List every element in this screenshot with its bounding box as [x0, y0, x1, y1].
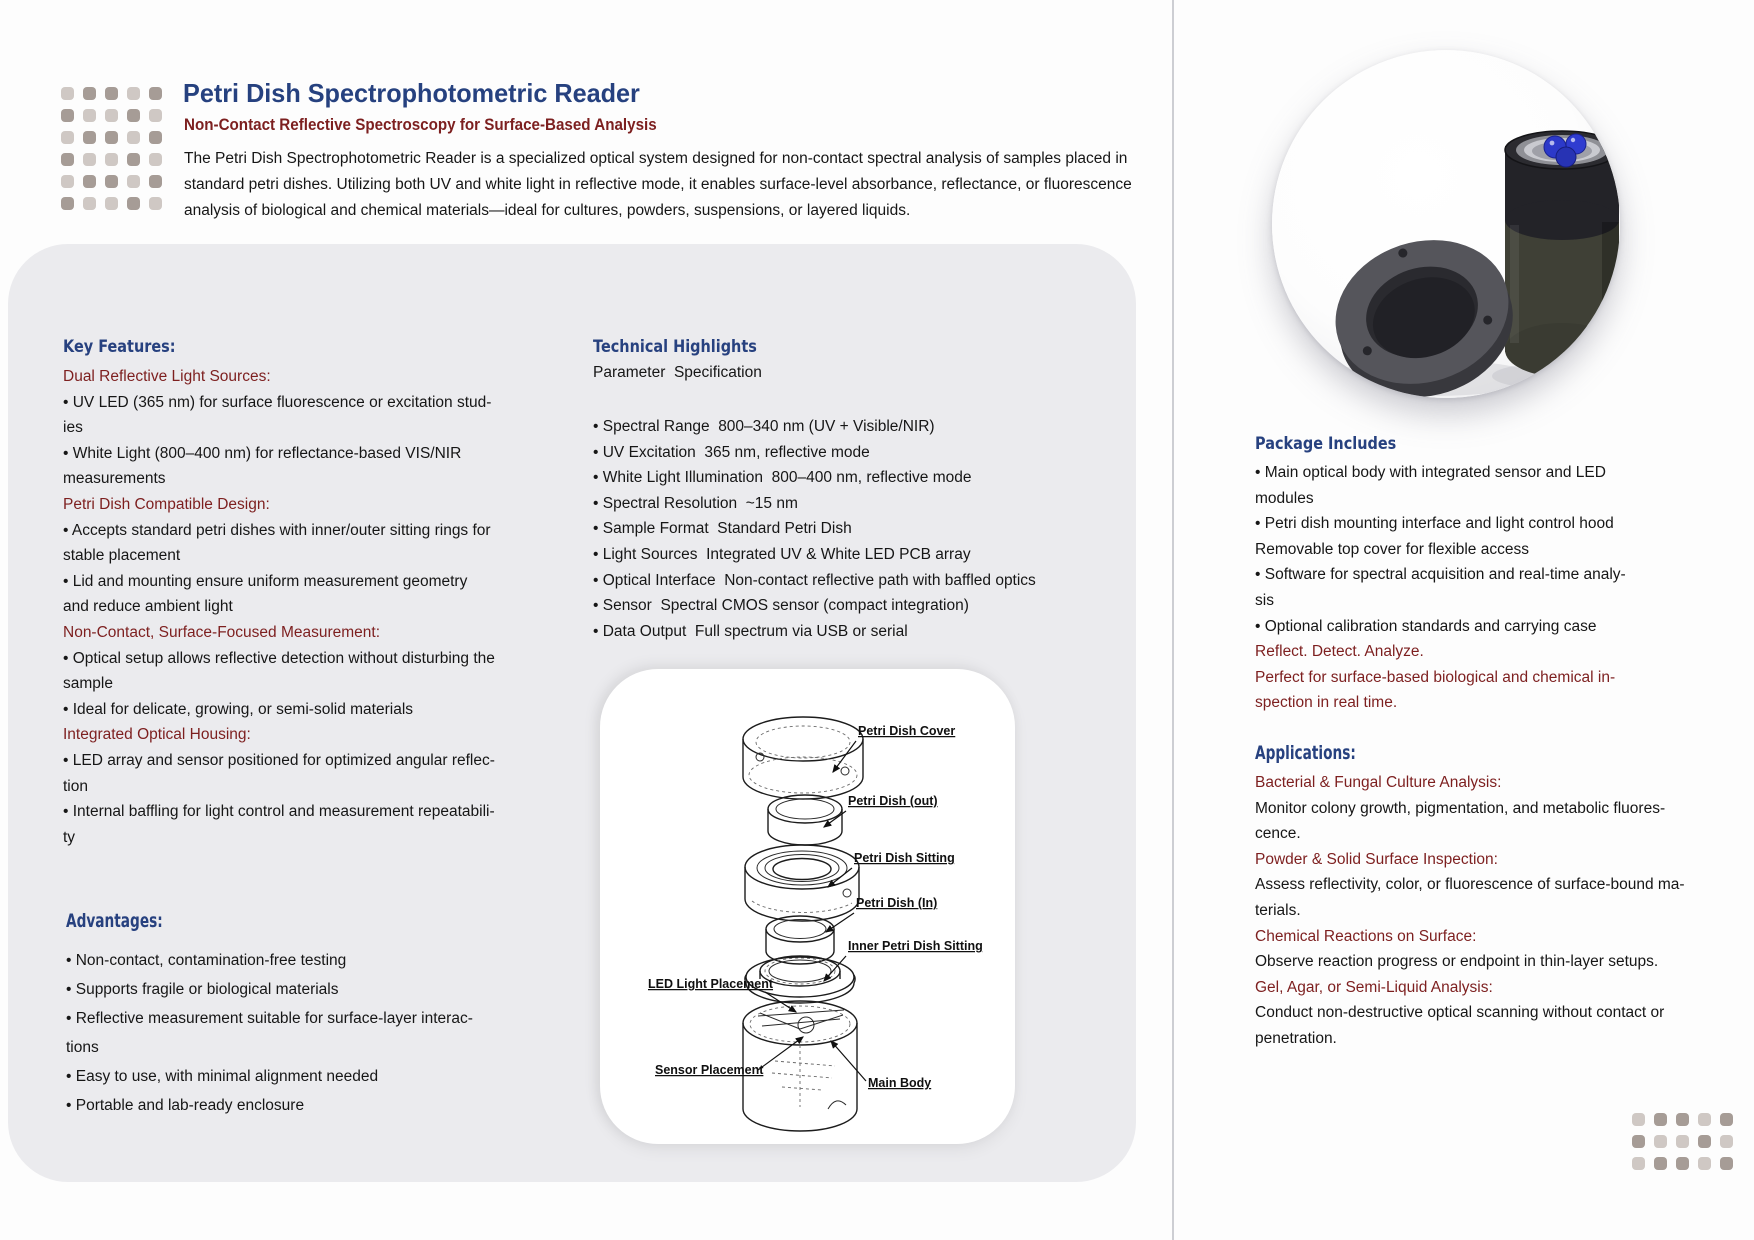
text-line: Gel, Agar, or Semi-Liquid Analysis: [1255, 978, 1493, 996]
decor-dot [149, 153, 162, 166]
decor-dot [1676, 1135, 1689, 1148]
text-line: cence. [1255, 825, 1301, 843]
text-line: • Portable and lab-ready enclosure [66, 1097, 305, 1114]
text-line: terials. [1255, 901, 1301, 919]
text-line: penetration. [1255, 1029, 1337, 1047]
decor-dot [105, 109, 118, 122]
text-line: • LED array and sensor positioned for optimized angular reflec- [63, 751, 495, 769]
text-line: tion [63, 777, 88, 795]
dot-row [1632, 1113, 1742, 1135]
decor-dot [149, 175, 162, 188]
text-line: • Main optical body with integrated sensor and LED [1255, 464, 1606, 481]
dot-row [1632, 1135, 1742, 1157]
text-line: and reduce ambient light [63, 598, 233, 616]
diagram-label: Petri Dish Cover [858, 724, 956, 738]
decor-dot [1698, 1113, 1711, 1126]
decor-dot [1654, 1157, 1667, 1170]
text-line: • Accepts standard petri dishes with inner/outer sitting rings for [63, 521, 491, 539]
product-photo [1272, 50, 1620, 398]
decor-dot [61, 175, 74, 188]
text-line: sis [1255, 591, 1274, 609]
decor-dot [1720, 1135, 1733, 1148]
decor-dot [127, 109, 140, 122]
text-line: Dual Reflective Light Sources: [63, 368, 271, 385]
decor-dot [127, 131, 140, 144]
decor-dot [1654, 1135, 1667, 1148]
decor-dot [1632, 1157, 1645, 1170]
diagram-label: Sensor Placement [655, 1063, 764, 1077]
key-features-heading: Key Features: [63, 337, 176, 357]
decor-dot [1720, 1157, 1733, 1170]
diagram-label: Petri Dish (out) [848, 794, 938, 808]
decor-dot [61, 87, 74, 100]
exploded-view-drawing [600, 669, 1015, 1144]
text-line: • Light Sources Integrated UV & White LED PCB array [593, 545, 971, 563]
text-line: • Optical Interface Non-contact reflective path with baffled optics [593, 571, 1036, 589]
dot-row [61, 109, 171, 131]
decor-dot [127, 153, 140, 166]
text-line: • Spectral Range 800–340 nm (UV + Visible/NIR) [593, 418, 935, 435]
decor-dot [149, 109, 162, 122]
applications-list [1255, 770, 1685, 1052]
decor-dot [1698, 1135, 1711, 1148]
technical-heading: Technical Highlights [593, 337, 757, 357]
diagram-label: LED Light Placement [648, 977, 774, 991]
text-line: Powder & Solid Surface Inspection: [1255, 850, 1498, 868]
intro-paragraph [184, 146, 1132, 224]
decor-dot [1654, 1113, 1667, 1126]
applications-heading: Applications: [1255, 742, 1356, 764]
text-line: • Optional calibration standards and carrying case [1255, 617, 1597, 635]
text-line: • UV Excitation 365 nm, reflective mode [593, 443, 870, 461]
decor-dot [105, 175, 118, 188]
text-line: Conduct non-destructive optical scanning without contact or [1255, 1004, 1665, 1022]
technical-subheading: Parameter Specification [593, 364, 762, 381]
text-line: Observe reaction progress or endpoint in thin-layer setups. [1255, 953, 1659, 971]
decor-dot [105, 197, 118, 210]
decor-dot [83, 175, 96, 188]
decor-dot [83, 153, 96, 166]
decor-dot [61, 153, 74, 166]
page-subtitle: Non-Contact Reflective Spectroscopy for Surface-Based Analysis [184, 116, 657, 134]
text-line: • Supports fragile or biological materials [66, 981, 339, 998]
decor-dot [61, 131, 74, 144]
decor-dot [1698, 1157, 1711, 1170]
text-line: sample [63, 675, 113, 693]
diagram-label: Main Body [868, 1076, 932, 1090]
text-line: spection in real time. [1255, 694, 1398, 712]
text-line: Reflect. Detect. Analyze. [1255, 643, 1424, 661]
decor-dot [1632, 1113, 1645, 1126]
text-line: • White Light (800–400 nm) for reflectance-based VIS/NIR [63, 444, 462, 462]
text-line: • Sample Format Standard Petri Dish [593, 520, 852, 538]
text-line: • Optical setup allows reflective detection without disturbing the [63, 649, 495, 667]
vertical-divider [1172, 0, 1174, 1240]
decor-dot-grid-top-left [61, 87, 171, 219]
advantages-list [66, 946, 473, 1120]
text-line: • Spectral Resolution ~15 nm [593, 494, 798, 512]
diagram-leader-line [831, 1041, 866, 1081]
dot-row [61, 87, 171, 109]
decor-dot [149, 87, 162, 100]
decor-dot [1676, 1157, 1689, 1170]
text-line: Assess reflectivity, color, or fluorescence of surface-bound ma- [1255, 876, 1685, 894]
decor-dot [83, 197, 96, 210]
diagram-label: Petri Dish Sitting [854, 851, 955, 865]
text-line: • Reflective measurement suitable for surface-layer interac- [66, 1010, 473, 1027]
diagram-label: Petri Dish (In) [856, 896, 938, 910]
decor-dot [105, 131, 118, 144]
text-line: Perfect for surface-based biological and chemical in- [1255, 668, 1616, 686]
decor-dot [127, 197, 140, 210]
part-petri-dish-cover [743, 717, 863, 799]
decor-dot [149, 131, 162, 144]
dot-row [1632, 1157, 1742, 1179]
text-line: • Sensor Spectral CMOS sensor (compact integration) [593, 597, 969, 615]
decor-dot [61, 197, 74, 210]
dot-row [61, 175, 171, 197]
text-line: • Data Output Full spectrum via USB or serial [593, 622, 908, 640]
text-line: modules [1255, 489, 1314, 507]
decor-dot [127, 175, 140, 188]
decor-dot [1632, 1135, 1645, 1148]
text-line: Monitor colony growth, pigmentation, and metabolic fluores- [1255, 799, 1666, 817]
product-render [1272, 50, 1620, 398]
page-title: Petri Dish Spectrophotometric Reader [183, 78, 640, 108]
text-line: standard petri dishes. Utilizing both UV and white light in reflective mode, it enables surface-level absorbance, reflectance, or fluorescence [184, 176, 1132, 193]
text-line: stable placement [63, 547, 181, 565]
decor-dot [149, 197, 162, 210]
decor-dot [83, 109, 96, 122]
advantages-heading: Advantages: [66, 910, 163, 932]
diagram-leader-line [758, 1037, 803, 1070]
package-list [1255, 460, 1626, 716]
device-main-body [1505, 131, 1619, 377]
part-petri-dish-out [768, 795, 842, 845]
text-line: Non-Contact, Surface-Focused Measurement: [63, 623, 381, 641]
diagram-leader-line [765, 992, 796, 1012]
text-line: Petri Dish Compatible Design: [63, 495, 270, 513]
decor-dot [1676, 1113, 1689, 1126]
text-line: • Ideal for delicate, growing, or semi-solid materials [63, 700, 414, 718]
text-line: Removable top cover for flexible access [1255, 540, 1529, 558]
decor-dot [83, 131, 96, 144]
decor-dot [83, 87, 96, 100]
text-line: The Petri Dish Spectrophotometric Reader is a specialized optical system designed for non-contact spectral analysis of samples placed in [184, 150, 1128, 167]
decor-dot [105, 153, 118, 166]
part-petri-dish-sitting [745, 845, 859, 921]
text-line: tions [66, 1039, 99, 1056]
text-line: Bacterial & Fungal Culture Analysis: [1255, 774, 1502, 791]
text-line: • Petri dish mounting interface and light control hood [1255, 515, 1614, 533]
text-line: analysis of biological and chemical materials—ideal for cultures, powders, suspensions, or layered liquids. [184, 202, 911, 219]
text-line: • White Light Illumination 800–400 nm, reflective mode [593, 469, 972, 487]
decor-dot [1720, 1113, 1733, 1126]
text-line: • UV LED (365 nm) for surface fluorescence or excitation stud- [63, 393, 492, 411]
text-line: measurements [63, 470, 166, 488]
dot-row [61, 153, 171, 175]
text-line: • Internal baffling for light control and measurement repeatabili- [63, 803, 495, 821]
diagram-leader-line [824, 811, 846, 827]
key-features-list [63, 364, 495, 850]
dot-row [61, 197, 171, 219]
diagram-labels [648, 724, 983, 1090]
exploded-view-diagram [600, 669, 1015, 1144]
text-line: Integrated Optical Housing: [63, 726, 251, 744]
dot-row [61, 131, 171, 153]
decor-dot-grid-bottom-right [1632, 1113, 1742, 1179]
technical-list [593, 414, 1036, 644]
text-line: ies [63, 419, 83, 437]
decor-dot [105, 87, 118, 100]
diagram-label: Inner Petri Dish Sitting [848, 939, 983, 953]
text-line: Chemical Reactions on Surface: [1255, 927, 1477, 945]
decor-dot [61, 109, 74, 122]
text-line: • Lid and mounting ensure uniform measurement geometry [63, 572, 468, 590]
text-line: • Software for spectral acquisition and real-time analy- [1255, 566, 1626, 584]
decor-dot [127, 87, 140, 100]
text-line: • Easy to use, with minimal alignment needed [66, 1068, 379, 1085]
package-heading: Package Includes [1255, 434, 1397, 454]
text-line: • Non-contact, contamination-free testing [66, 952, 347, 969]
text-line: ty [63, 828, 76, 846]
diagram-leader-line [828, 868, 852, 887]
